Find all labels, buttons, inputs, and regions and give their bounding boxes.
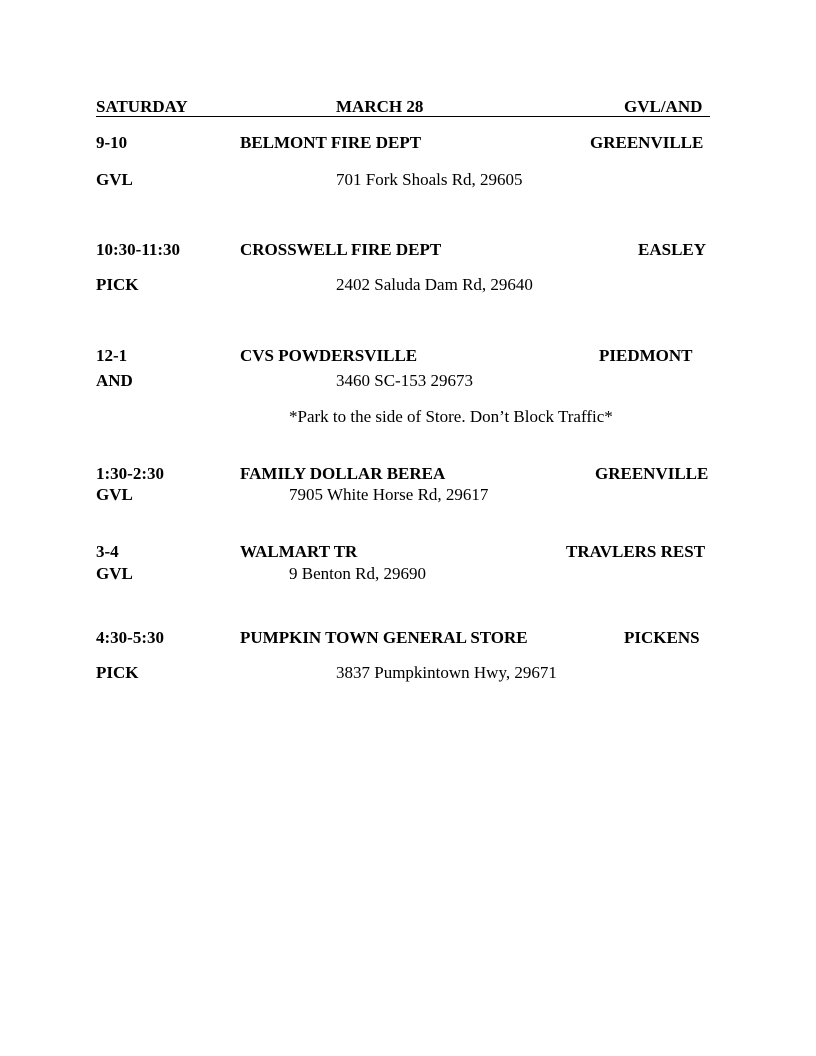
- stop-county: GVL: [96, 564, 133, 583]
- stop-location: CROSSWELL FIRE DEPT: [240, 240, 442, 259]
- stop-address: 3460 SC-153 29673: [336, 371, 473, 390]
- stop-location: PUMPKIN TOWN GENERAL STORE: [240, 628, 528, 647]
- stop-time: 9-10: [96, 133, 128, 152]
- stop-city: GREENVILLE: [595, 464, 709, 483]
- stop-time: 3-4: [96, 542, 119, 561]
- stop-location: CVS POWDERSVILLE: [240, 346, 418, 365]
- header-date: MARCH 28: [336, 97, 424, 116]
- stop-location: FAMILY DOLLAR BEREA: [240, 464, 446, 483]
- header-underline: [96, 116, 710, 117]
- stop-time: 12-1: [96, 346, 128, 365]
- header-day: SATURDAY: [96, 97, 188, 116]
- stop-address: 701 Fork Shoals Rd, 29605: [336, 170, 523, 189]
- stop-city: TRAVLERS REST: [566, 542, 706, 561]
- stop-city: GREENVILLE: [590, 133, 704, 152]
- stop-city: EASLEY: [638, 240, 707, 259]
- stop-city: PICKENS: [624, 628, 700, 647]
- stop-time: 4:30-5:30: [96, 628, 164, 647]
- stop-address: 7905 White Horse Rd, 29617: [289, 485, 489, 504]
- stop-address: 3837 Pumpkintown Hwy, 29671: [336, 663, 557, 682]
- stop-time: 10:30-11:30: [96, 240, 181, 259]
- stop-county: PICK: [96, 275, 139, 294]
- stop-time: 1:30-2:30: [96, 464, 164, 483]
- stop-location: WALMART TR: [240, 542, 358, 561]
- stop-address: 9 Benton Rd, 29690: [289, 564, 426, 583]
- stop-city: PIEDMONT: [599, 346, 693, 365]
- stop-location: BELMONT FIRE DEPT: [240, 133, 422, 152]
- stop-county: GVL: [96, 485, 133, 504]
- stop-note: *Park to the side of Store. Don’t Block Traffic*: [289, 407, 613, 426]
- header-region: GVL/AND: [624, 97, 703, 116]
- stop-county: AND: [96, 371, 133, 390]
- stop-address: 2402 Saluda Dam Rd, 29640: [336, 275, 533, 294]
- stop-county: GVL: [96, 170, 133, 189]
- stop-county: PICK: [96, 663, 139, 682]
